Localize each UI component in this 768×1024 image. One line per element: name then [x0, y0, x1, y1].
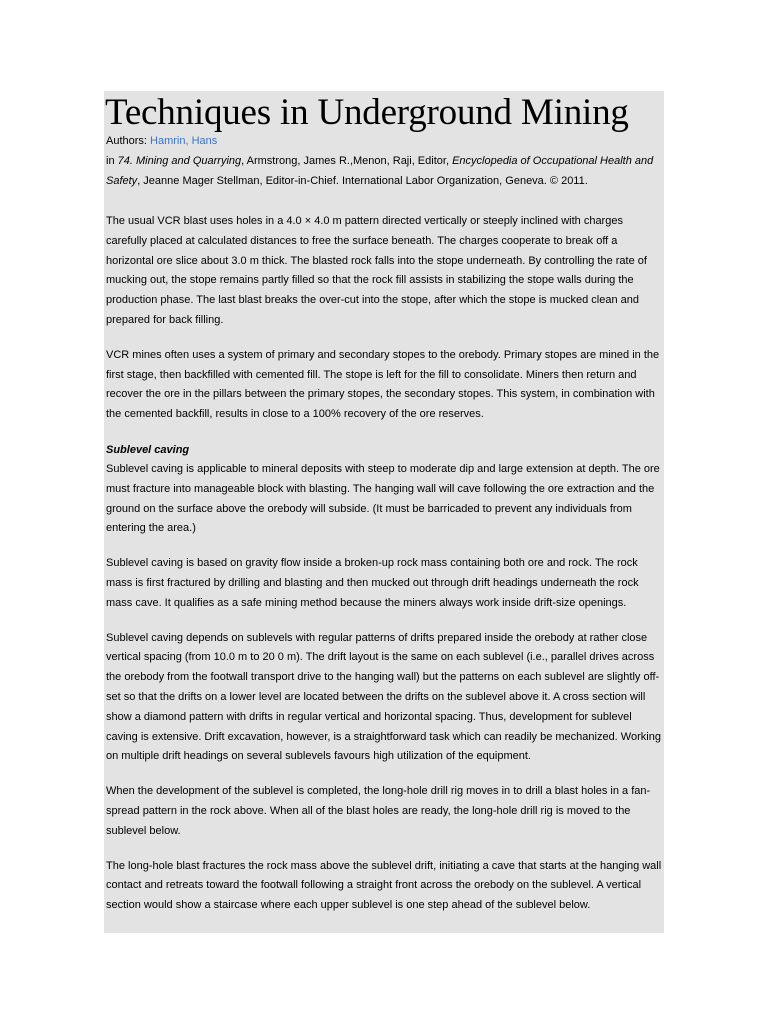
paragraph-1: The usual VCR blast uses holes in a 4.0 × 4.0 m pattern directed vertically or steeply inclined with charges carefully placed at calculated distances to free the surface beneath. The charges cooperate to break off a horizontal ore slice about 3.0 m thick. The blasted rock falls into the stope underneath. By controlling the rate of mucking out, the stope remains partly filled so that the rock fill assists in stabilizing the stope walls during the production phase. The last blast breaks the over-cut into the stope, after which the stope is mucked clean and prepared for back filling.: [106, 215, 647, 326]
spacer: [104, 331, 664, 346]
paragraph-3: Sublevel caving is applicable to mineral deposits with steep to moderate dip and large extension at depth. The ore must fracture into manageable block with blasting. The hanging wall will cave following the ore extraction and the ground on the surface above the orebody will subside. (It must be barricaded to prevent any individuals from entering the area.): [106, 462, 660, 535]
citation-chapter: 74. Mining and Quarrying: [117, 155, 242, 167]
paragraph-5: Sublevel caving depends on sublevels with regular patterns of drifts prepared inside the orebody at rather close vertical spacing (from 10.0 m to 20 0 m). The drift layout is the same on each sublevel (i.e., parallel drives across the orebody from the footwall transport drive to the hanging wall) but the patterns on each sublevel are slightly off-set so that the drifts on a lower level are located between the drifts on the sublevel above it. A cross section will show a diamond pattern with drifts in regular vertical and horizontal spacing. Thus, development for sublevel caving is extensive. Drift excavation, however, is a straightforward task which can readily be mechanized. Working on multiple drift headings on several sublevels favours high utilization of the equipment.: [106, 631, 661, 763]
authors-label: Authors:: [106, 135, 151, 147]
citation-suffix: , Jeanne Mager Stellman, Editor-in-Chief. International Labor Organization, Geneva. © 2011.: [137, 175, 588, 187]
spacer: [104, 425, 664, 440]
citation-line: [104, 151, 664, 191]
spacer: [104, 539, 664, 554]
paragraph-7: The long-hole blast fractures the rock mass above the sublevel drift, initiating a cave that starts at the hanging wall contact and retreats toward the footwall following a straight front across the orebody on the sublevel. A vertical section would show a staircase where each upper sublevel is one step ahead of the sublevel below.: [106, 859, 662, 912]
document-page: [104, 91, 664, 933]
spacer: [104, 614, 664, 629]
citation-middle: , Armstrong, James R.,Menon, Raji, Editor,: [241, 155, 453, 167]
section-heading-sublevel-caving: Sublevel caving: [106, 443, 190, 456]
spacer: [104, 842, 664, 857]
document-title: Techniques in Underground Mining: [105, 92, 629, 133]
spacer: [104, 191, 664, 212]
paragraph-2: VCR mines often uses a system of primary and secondary stopes to the orebody. Primary stopes are mined in the first stage, then backfilled with cemented fill. The stope is left for the fill to consolidate. Miners then return and recover the ore in the pillars between the primary stopes, the secondary stopes. This system, in combination with the cemented backfill, results in close to a 100% recovery of the ore reserves.: [106, 348, 660, 421]
author-link[interactable]: Hamrin, Hans: [150, 135, 218, 147]
citation-book: Encyclopedia of Occupational Health and Safety: [106, 155, 654, 187]
spacer: [104, 767, 664, 782]
paragraph-4: Sublevel caving is based on gravity flow inside a broken-up rock mass containing both ore and rock. The rock mass is first fractured by drilling and blasting and then mucked out through drift headings underneath the rock mass cave. It qualifies as a safe mining method because the miners always work inside drift-size openings.: [106, 557, 639, 609]
paragraph-6: When the development of the sublevel is completed, the long-hole drill rig moves in to drill a blast holes in a fan-spread pattern in the rock above. When all of the blast holes are ready, the long-hole drill rig is moved to the sublevel below.: [106, 785, 651, 837]
citation-prefix: in: [106, 155, 118, 167]
